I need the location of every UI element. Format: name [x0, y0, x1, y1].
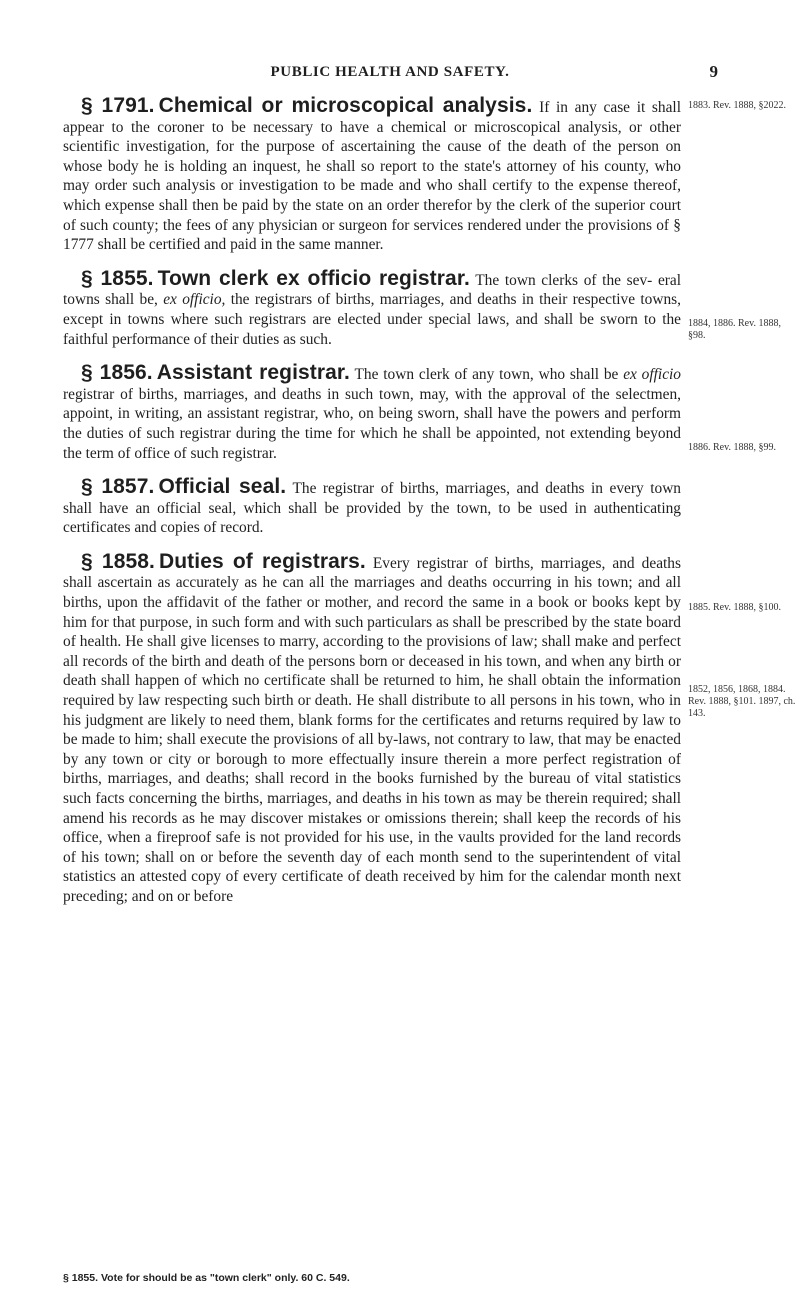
section-number: § 1858.	[81, 549, 155, 573]
page-header	[70, 62, 718, 84]
page-number: 9	[709, 62, 718, 81]
margin-citation-1791: 1883. Rev. 1888, §2022.	[688, 100, 786, 111]
section-body: appear to the coroner to be necessary to have a chemical or microscopical analysis, or other scientific investigation, for the purpose of ascertaining the cause of the death of the person on whose body he is holding an inquest, he shall so report to the state's attorney of his county, who may order such analysis or investigation to be made and who shall certify to the expense thereof, which expense shall then be paid by the state on an order therefor by the clerk of the superior court of such county; the fees of any physician or surgeon for services rendered under the provisions of § 1777 shall be certified and paid in the same manner.	[63, 118, 681, 254]
section-body-italic: ex officio	[623, 366, 681, 384]
section-heading: Assistant registrar.	[156, 361, 350, 385]
section-body: registrar of births, marriages, and deaths in such town, may, with the approval of the selectmen, appoint, in writing, an assistant registrar, who, on being sworn, shall have the powers and perform the duties of such registrar during the time for which he shall be appointed, not extending beyond the term of office of such registrar.	[63, 385, 681, 462]
section-heading: Official seal.	[158, 475, 287, 499]
section-lead: The town clerks of the sev-	[475, 271, 653, 289]
section-heading: Duties of registrars.	[158, 549, 366, 573]
margin-citation-1857: 1885. Rev. 1888, §100.	[688, 602, 781, 613]
body-column	[63, 96, 681, 921]
section-1855	[63, 266, 682, 349]
margin-citation-1856: 1886. Rev. 1888, §99.	[688, 442, 776, 453]
section-lead: The town clerk of any town, who shall	[354, 366, 599, 384]
section-heading: Chemical or microscopical analysis.	[158, 94, 533, 117]
section-1791	[63, 96, 681, 255]
section-1856	[63, 363, 681, 463]
section-body: every town shall have an official seal, which shall be provided by the town, to be used in authenticating certificates and copies of record.	[63, 480, 682, 537]
section-number: § 1856.	[81, 361, 153, 385]
section-lead: The registrar of births, marriages, and deaths in	[292, 480, 604, 498]
footnote: § 1855. Vote for should be as "town clerk" only. 60 C. 549.	[63, 1272, 350, 1284]
section-number: § 1855.	[81, 266, 154, 290]
section-body-pre: eral towns shall be,	[63, 271, 682, 309]
section-body: and deaths shall ascertain as accurately as he can all the marriages and deaths occurring in his town; and all births, upon the affidavit of the father or mother, and record the same in a book or books kept by him for that purpose, in such form and with such particulars as shall be prescribed by the state board of health. He shall give licenses to marry, according to the provisions of law; shall make and perfect all records of the birth and death of the persons born or deceased in his town, and when any birth or death shall happen of which no certificate shall be returned to him, he shall obtain the information required by law respecting such birth or death. He shall distribute to all persons in his town, who in his judgment are likely to need them, blank forms for the certificates and returns required by law to be made to him; shall execute the provisions of all by-laws, not contrary to law, that may be enacted by any town or city or borough to more effectually insure therein a more perfect registration of births, marriages, and deaths; shall record in the books furnished by the bureau of vital statistics such facts concerning the births, marriages, and deaths in his town as may be therein required; shall amend his records as he may discover mistakes or omissions therein; shall keep the records of his office, when a fireproof safe is not provided for his use, in the vaults provided for the land records of his town; shall on or before the seventh day of each month send to the superintendent of vital statistics an attested copy of every certificate of death received by him for the calendar month next preceding; and on or before	[63, 554, 681, 905]
margin-citation-1855: 1884, 1886. Rev. 1888, §98.	[688, 318, 781, 341]
section-lead: Every registrar of births, marriages,	[372, 554, 606, 572]
running-title: PUBLIC HEALTH AND SAFETY.	[270, 64, 510, 80]
margin-citation-1858: 1852, 1856, 1868, 1884. Rev. 1888, §101. 1897, ch. 143.	[688, 684, 796, 719]
section-lead: If in any case it shall	[539, 99, 681, 116]
section-body-pre: be	[603, 366, 624, 384]
section-body-italic: ex officio,	[163, 291, 226, 309]
section-number: § 1791.	[81, 94, 155, 117]
section-number: § 1857.	[81, 475, 155, 499]
section-body: the registrars of births, marriages, and deaths in their respective towns, except in towns where such registrars are elected under special laws, and shall be sworn to the faithful performance of their duties as such.	[63, 291, 682, 348]
section-heading: Town clerk ex officio registrar.	[157, 266, 470, 290]
section-1857	[63, 477, 681, 538]
section-1858	[63, 549, 681, 907]
